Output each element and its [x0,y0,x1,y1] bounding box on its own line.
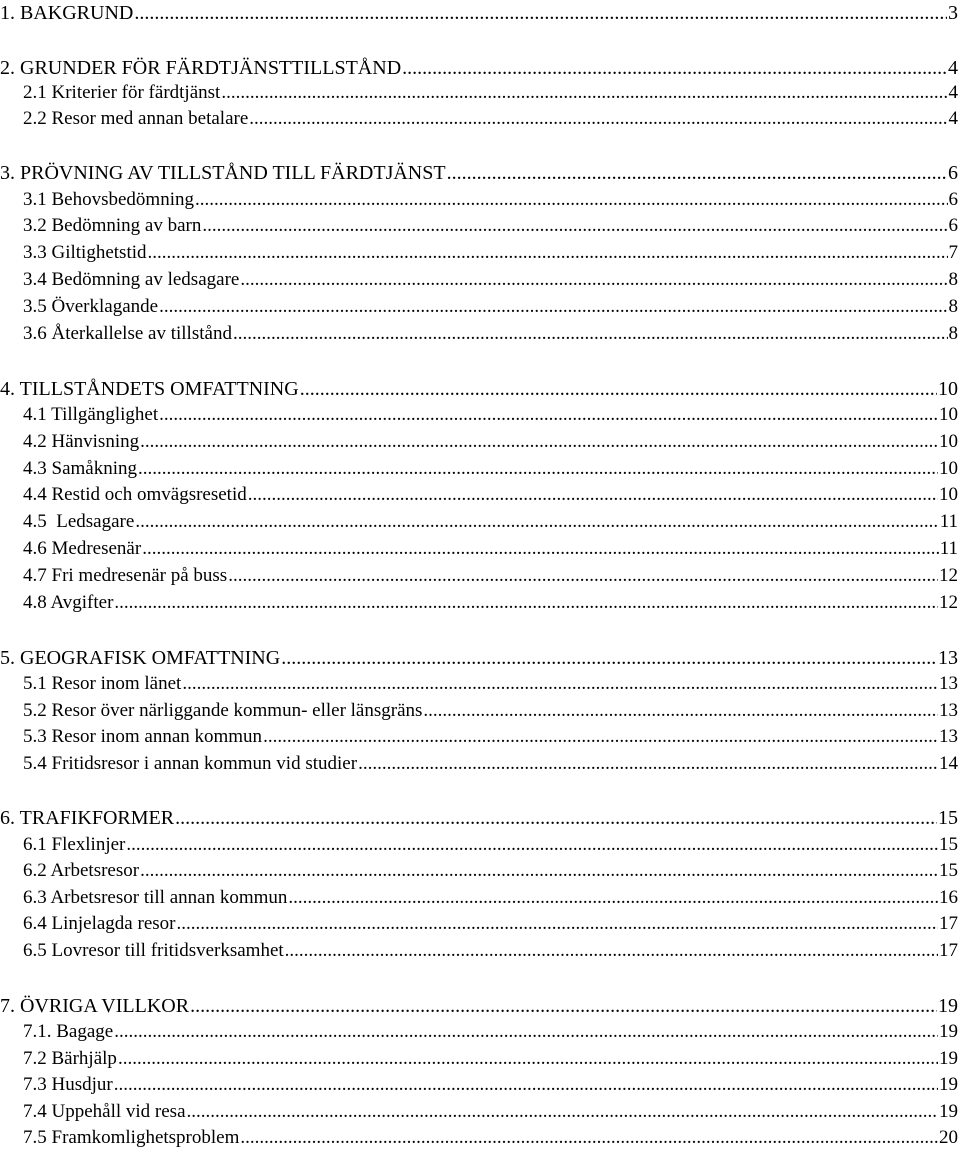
toc-page-number: 11 [939,511,958,532]
toc-entry-title: 6.1 Flexlinjer [23,834,126,855]
toc-entry-title: 1. BAKGRUND [0,2,134,24]
toc-dot-leader [249,106,947,132]
toc-dot-leader [114,1019,938,1045]
toc-entry-title: 4.6 Medresenär [23,538,142,559]
toc-dot-leader [142,536,939,562]
toc-entry-title: 3.6 Återkallelse av tillstånd [23,323,232,344]
toc-entry-title: 2.1 Kriterier för färdtjänst [23,82,221,103]
toc-entry-title: 6.3 Arbetsresor till annan kommun [23,887,288,908]
toc-page-number: 7 [948,242,958,263]
toc-section-entry[interactable] [0,429,960,455]
toc-chapter-entry[interactable] [0,993,960,1019]
toc-dot-leader [240,1125,938,1151]
toc-page-number: 17 [939,940,958,961]
toc-section-entry[interactable] [0,563,960,589]
toc-section-entry[interactable] [0,106,960,132]
toc-dot-leader [288,885,938,911]
toc-section-entry[interactable] [0,240,960,266]
toc-entry-title: 4.8 Avgifter [23,592,114,613]
toc-chapter-entry[interactable] [0,645,960,671]
toc-dot-leader [358,751,938,777]
toc-section-entry[interactable] [0,885,960,911]
toc-page-number: 10 [939,404,958,425]
toc-entry-title: 4.4 Restid och omvägsresetid [23,484,247,505]
toc-dot-leader [187,1099,938,1125]
toc-section-entry[interactable] [0,456,960,482]
toc-entry-title: 4.7 Fri medresenär på buss [23,565,228,586]
toc-page-number: 6 [948,215,958,236]
toc-page-number: 17 [939,913,958,934]
toc-page-number: 3 [948,2,958,24]
toc-dot-leader [447,160,947,186]
toc-page-number: 6 [948,189,958,210]
toc-page-number: 19 [939,1048,958,1069]
toc-chapter-entry[interactable] [0,805,960,831]
toc-dot-leader [202,213,947,239]
toc-dot-leader [248,482,938,508]
toc-page-number: 13 [939,726,958,747]
toc-section-entry[interactable] [0,590,960,616]
toc-page-number: 15 [939,860,958,881]
toc-page-number: 13 [939,700,958,721]
toc-dot-leader [134,0,947,26]
toc-entry-title: 3.4 Bedömning av ledsagare [23,269,240,290]
toc-page-number: 8 [948,269,958,290]
toc-page-number: 19 [939,1021,958,1042]
toc-entry-title: 3. PRÖVNING AV TILLSTÅND TILL FÄRDTJÄNST [0,162,446,184]
toc-section-entry[interactable] [0,402,960,428]
toc-dot-leader [138,456,938,482]
toc-entry-title: 4.1 Tillgänglighet [23,404,159,425]
toc-page-number: 4 [948,108,958,129]
toc-entry-title: 5.2 Resor över närliggande kommun- eller länsgräns [23,700,423,721]
toc-page-number: 6 [948,162,958,184]
toc-dot-leader [285,938,938,964]
toc-dot-leader [159,294,947,320]
toc-dot-leader [135,509,938,535]
toc-section-entry[interactable] [0,482,960,508]
toc-page-number: 15 [939,834,958,855]
toc-entry-title: 7.4 Uppehåll vid resa [23,1101,186,1122]
toc-section-entry[interactable] [0,321,960,347]
toc-chapter-entry[interactable] [0,55,960,81]
toc-chapter-entry[interactable] [0,0,960,26]
toc-page-number: 13 [938,647,958,669]
toc-page-number: 10 [939,458,958,479]
toc-entry-title: 7.3 Husdjur [23,1074,113,1095]
toc-dot-leader [140,858,938,884]
toc-dot-leader [114,1072,938,1098]
toc-dot-leader [114,590,938,616]
toc-dot-leader [195,187,948,213]
toc-dot-leader [159,402,938,428]
toc-page-number: 12 [939,592,958,613]
toc-entry-title: 3.1 Behovsbedömning [23,189,194,210]
toc-entry-title: 7.2 Bärhjälp [23,1048,117,1069]
toc-page-number: 19 [938,995,958,1017]
toc-section-entry[interactable] [0,1099,960,1125]
toc-page-number: 20 [939,1127,958,1148]
toc-section-entry[interactable] [0,938,960,964]
toc-entry-title: 4.5 Ledsagare [23,511,135,532]
toc-entry-title: 6.5 Lovresor till fritidsverksamhet [23,940,284,961]
toc-entry-title: 6. TRAFIKFORMER [0,807,175,829]
toc-section-entry[interactable] [0,1019,960,1045]
toc-entry-title: 5.3 Resor inom annan kommun [23,726,263,747]
toc-entry-title: 6.2 Arbetsresor [23,860,140,881]
toc-page-number: 14 [939,753,958,774]
toc-entry-title: 4. TILLSTÅNDETS OMFATTNING [0,378,299,400]
toc-entry-title: 5.4 Fritidsresor i annan kommun vid studier [23,753,358,774]
toc-page-number: 10 [938,378,958,400]
toc-dot-leader [176,911,938,937]
toc-section-entry[interactable] [0,1046,960,1072]
toc-section-entry[interactable] [0,832,960,858]
toc-page-number: 13 [939,673,958,694]
toc-section-entry[interactable] [0,751,960,777]
toc-page-number: 12 [939,565,958,586]
toc-section-entry[interactable] [0,911,960,937]
toc-page-number: 10 [939,484,958,505]
toc-entry-title: 4.3 Samåkning [23,458,137,479]
toc-entry-title: 7. ÖVRIGA VILLKOR [0,995,190,1017]
toc-entry-title: 3.2 Bedömning av barn [23,215,202,236]
toc-entry-title: 2. GRUNDER FÖR FÄRDTJÄNSTTILLSTÅND [0,57,402,79]
toc-entry-title: 6.4 Linjelagda resor [23,913,176,934]
toc-page-number: 8 [948,296,958,317]
toc-dot-leader [240,267,947,293]
toc-entry-title: 3.3 Giltighetstid [23,242,147,263]
toc-page-number: 19 [939,1074,958,1095]
toc-dot-leader [263,724,938,750]
toc-page-number: 4 [948,57,958,79]
toc-section-entry[interactable] [0,536,960,562]
toc-page-number: 8 [948,323,958,344]
toc-section-entry[interactable] [0,1072,960,1098]
toc-dot-leader [148,240,948,266]
toc-section-entry[interactable] [0,671,960,697]
toc-dot-leader [182,671,938,697]
toc-section-entry[interactable] [0,213,960,239]
toc-dot-leader [300,376,937,402]
toc-entry-title: 2.2 Resor med annan betalare [23,108,249,129]
toc-entry-title: 7.5 Framkomlighetsproblem [23,1127,240,1148]
toc-section-entry[interactable] [0,187,960,213]
toc-chapter-entry[interactable] [0,376,960,402]
toc-dot-leader [126,832,938,858]
toc-page-number: 10 [939,431,958,452]
toc-section-entry[interactable] [0,267,960,293]
toc-dot-leader [423,698,938,724]
toc-entry-title: 5.1 Resor inom länet [23,673,182,694]
toc-dot-leader [402,55,947,81]
toc-section-entry[interactable] [0,724,960,750]
toc-dot-leader [233,321,948,347]
toc-entry-title: 4.2 Hänvisning [23,431,140,452]
toc-section-entry[interactable] [0,80,960,106]
toc-page-number: 15 [938,807,958,829]
toc-dot-leader [221,80,947,106]
toc-dot-leader [281,645,937,671]
toc-chapter-entry[interactable] [0,160,960,186]
toc-section-entry[interactable] [0,1125,960,1151]
toc-section-entry[interactable] [0,294,960,320]
toc-dot-leader [118,1046,938,1072]
toc-page-number: 4 [948,82,958,103]
toc-dot-leader [175,805,937,831]
toc-section-entry[interactable] [0,698,960,724]
toc-entry-title: 5. GEOGRAFISK OMFATTNING [0,647,281,669]
toc-entry-title: 7.1. Bagage [23,1021,114,1042]
toc-section-entry[interactable] [0,858,960,884]
toc-page-number: 19 [939,1101,958,1122]
toc-dot-leader [190,993,937,1019]
toc-page-number: 11 [939,538,958,559]
toc-dot-leader [228,563,938,589]
toc-section-entry[interactable] [0,509,960,535]
toc-dot-leader [140,429,938,455]
toc-page-number: 16 [939,887,958,908]
toc-entry-title: 3.5 Överklagande [23,296,159,317]
